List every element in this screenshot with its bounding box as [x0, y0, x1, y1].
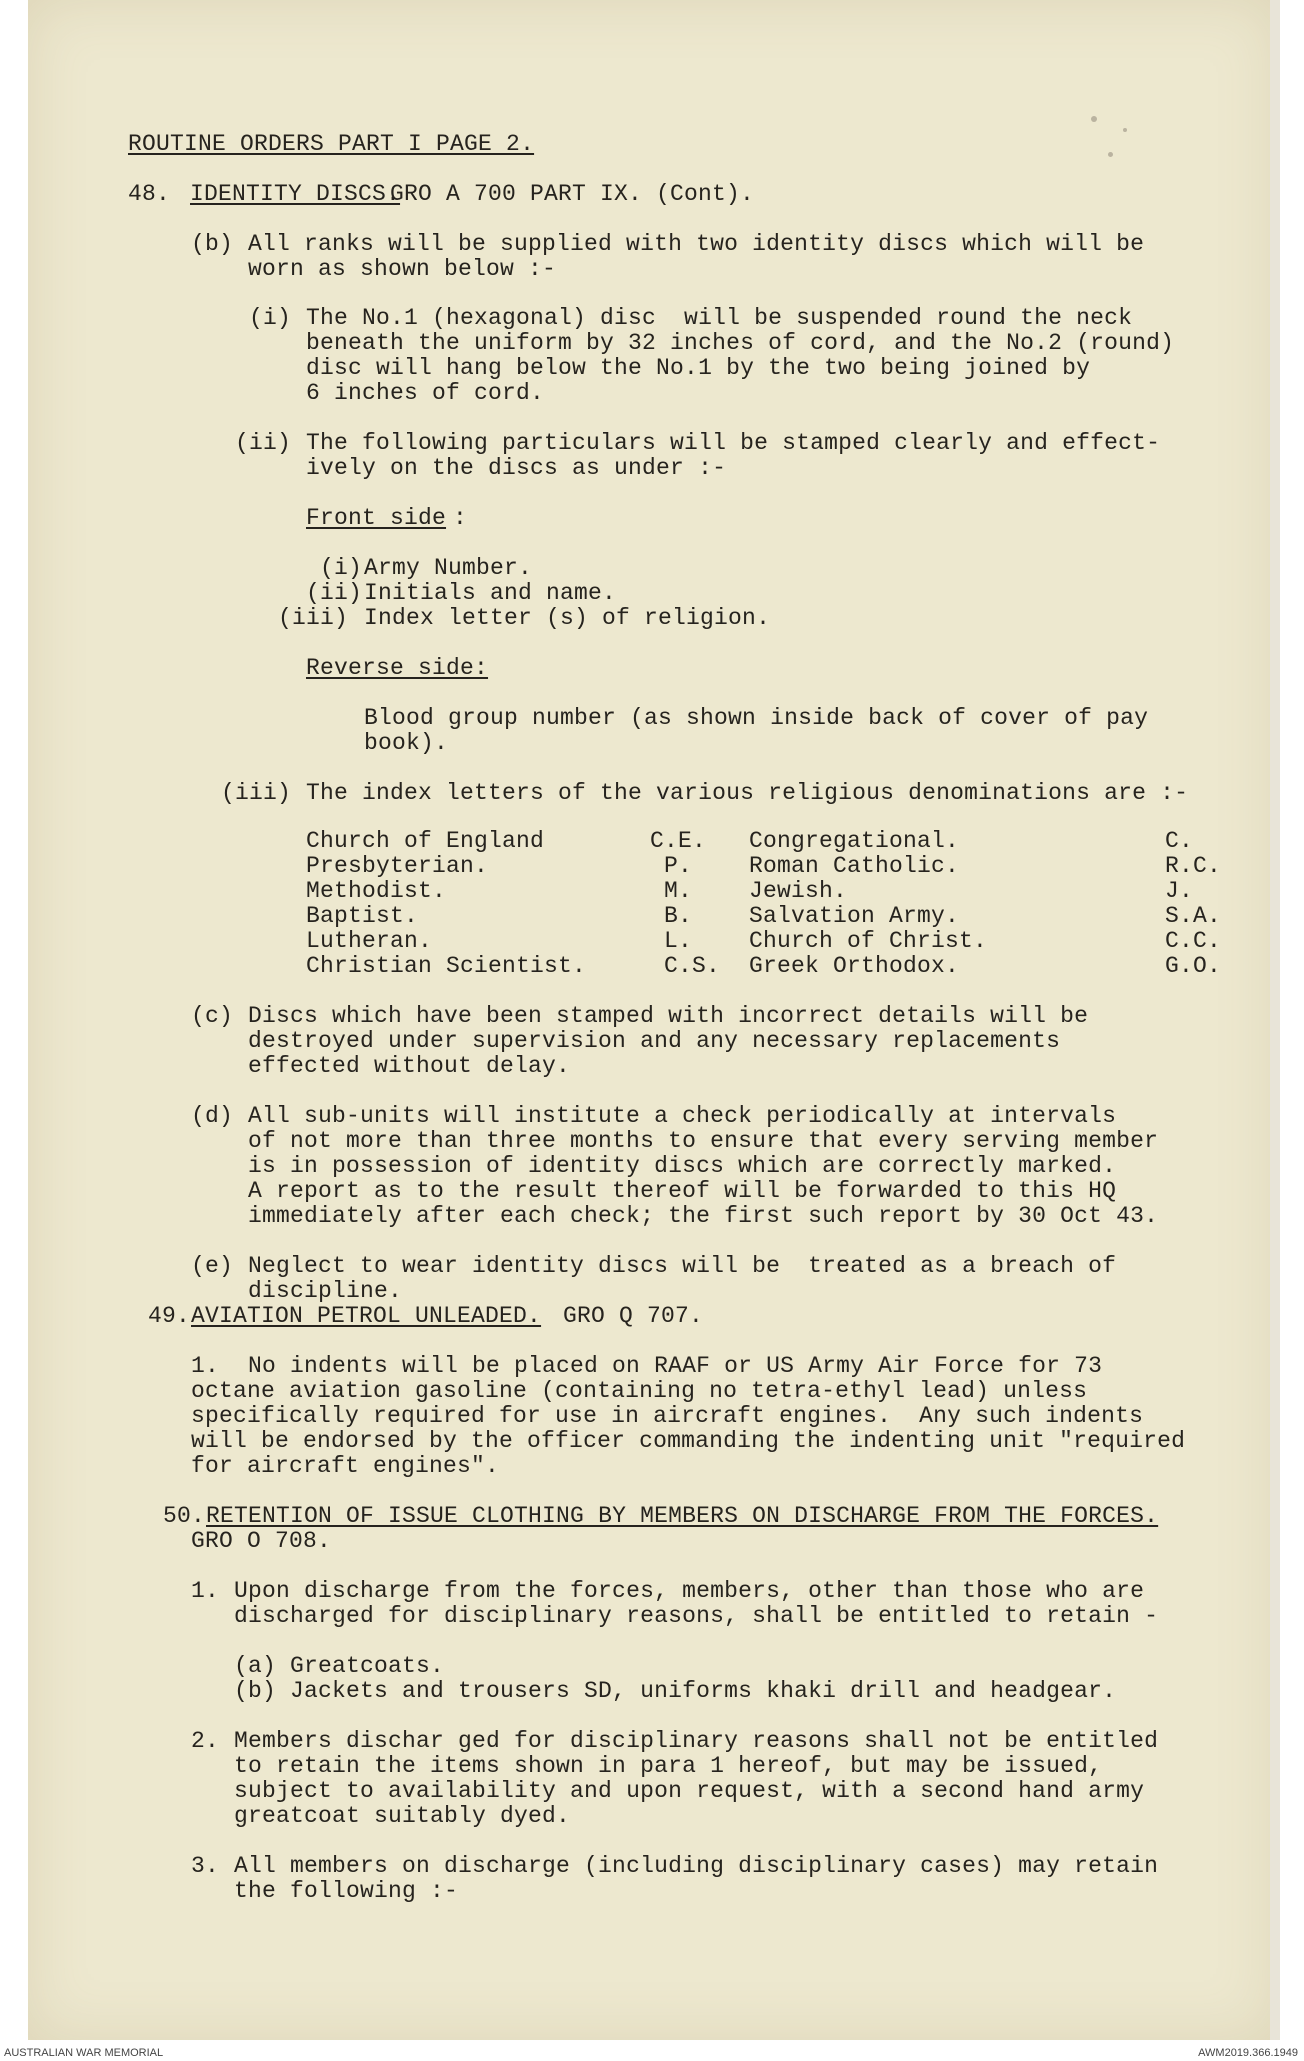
para-c-line: Discs which have been stamped with incorrect details will be: [248, 1003, 1089, 1029]
religion-name: Presbyterian.: [306, 853, 489, 879]
paper-speck: [1091, 116, 1097, 122]
para-d-line: immediately after each check; the first such report by 30 Oct 43.: [248, 1203, 1159, 1229]
para-b-line: worn as shown below :-: [248, 256, 557, 282]
section-50-p2-label: 2.: [191, 1728, 220, 1754]
religion-code: C.S.: [664, 953, 721, 979]
para-b-i-line: The No.1 (hexagonal) disc will be suspended round the neck: [306, 305, 1133, 331]
section-49-title: AVIATION PETROL UNLEADED.: [191, 1303, 542, 1329]
para-e-line: Neglect to wear identity discs will be treated as a breach of: [248, 1253, 1117, 1279]
section-49-para-mark: 1.: [191, 1353, 220, 1379]
paper-speck: [1108, 152, 1113, 157]
page-header: ROUTINE ORDERS PART I PAGE 2.: [128, 131, 535, 157]
front-side-heading: Front side: [306, 505, 447, 531]
front-item-num: (i): [320, 555, 363, 581]
reverse-side-line: book).: [364, 730, 449, 756]
religion-name: Salvation Army.: [749, 903, 960, 929]
section-50-p2-line: greatcoat suitably dyed.: [234, 1803, 571, 1829]
footer-accession-number: AWM2019.366.1949: [1198, 2047, 1298, 2059]
religion-code: S.A.: [1165, 903, 1222, 929]
para-c-line: destroyed under supervision and any necessary replacements: [248, 1028, 1061, 1054]
religion-code: C.: [1165, 828, 1194, 854]
sheet-edge: [1270, 0, 1280, 2040]
section-50-p1-item: (a) Greatcoats.: [234, 1653, 445, 1679]
front-item-text: Initials and name.: [364, 580, 617, 606]
para-b-i-line: disc will hang below the No.1 by the two being joined by: [306, 355, 1091, 381]
religion-name: Church of Christ.: [749, 928, 988, 954]
religion-name: Methodist.: [306, 878, 447, 904]
religion-code: L.: [664, 928, 693, 954]
para-d-line: All sub-units will institute a check periodically at intervals: [248, 1103, 1117, 1129]
para-b-line: All ranks will be supplied with two identity discs which will be: [248, 231, 1145, 257]
section-49-line: specifically required for use in aircraft engines. Any such indents: [191, 1403, 1144, 1429]
religion-name: Christian Scientist.: [306, 953, 587, 979]
religion-code: C.E.: [650, 828, 707, 854]
para-b-i-label: (i): [249, 305, 292, 331]
section-49-line: octane aviation gasoline (containing no tetra-ethyl lead) unless: [191, 1378, 1088, 1404]
section-50-p1-item: (b) Jackets and trousers SD, uniforms khaki drill and headgear.: [234, 1678, 1117, 1704]
para-b-iii-text: The index letters of the various religious denominations are :-: [306, 780, 1189, 806]
para-d-line: is in possession of identity discs which are correctly marked.: [248, 1153, 1117, 1179]
para-e-line: discipline.: [248, 1278, 403, 1304]
para-b-ii-line: ively on the discs as under :-: [306, 455, 727, 481]
religion-code: M.: [664, 878, 693, 904]
section-50-ref: GRO O 708.: [191, 1528, 332, 1554]
section-50-p3-line: All members on discharge (including disciplinary cases) may retain: [234, 1853, 1159, 1879]
section-48-number: 48.: [128, 181, 171, 207]
section-50-p2-line: to retain the items shown in para 1 hereof, but may be issued,: [234, 1753, 1103, 1779]
religion-name: Jewish.: [749, 878, 848, 904]
paper-speck: [1123, 128, 1127, 132]
section-50-p1-line: Upon discharge from the forces, members, other than those who are: [234, 1578, 1145, 1604]
para-b-label: (b): [191, 231, 234, 257]
para-c-line: effected without delay.: [248, 1053, 571, 1079]
religion-name: Lutheran.: [306, 928, 433, 954]
section-50-p2-line: Members dischar ged for disciplinary reasons shall not be entitled: [234, 1728, 1159, 1754]
para-c-label: (c): [191, 1003, 234, 1029]
front-item-num: (ii): [306, 580, 363, 606]
para-b-ii-label: (ii): [235, 430, 292, 456]
section-49-number: 49.: [148, 1303, 191, 1329]
religion-code: B.: [664, 903, 693, 929]
religion-code: J.: [1165, 878, 1194, 904]
religion-code: G.O.: [1165, 953, 1222, 979]
para-b-i-line: 6 inches of cord.: [306, 380, 545, 406]
section-50-number: 50.: [163, 1503, 206, 1529]
religion-name: Congregational.: [749, 828, 960, 854]
section-49-line: No indents will be placed on RAAF or US Army Air Force for 73: [248, 1353, 1103, 1379]
front-item-num: (iii): [278, 605, 349, 631]
reverse-side-heading: Reverse side:: [306, 655, 489, 681]
religion-name: Church of England: [306, 828, 545, 854]
front-side-colon: :: [453, 505, 468, 531]
section-50-p1-label: 1.: [191, 1578, 220, 1604]
religion-name: Greek Orthodox.: [749, 953, 960, 979]
para-d-line: of not more than three months to ensure that every serving member: [248, 1128, 1159, 1154]
section-50-p2-line: subject to availability and upon request, with a second hand army: [234, 1778, 1145, 1804]
religion-name: Roman Catholic.: [749, 853, 960, 879]
para-d-label: (d): [191, 1103, 234, 1129]
section-48-title: IDENTITY DISCS.: [190, 181, 401, 207]
religion-name: Baptist.: [306, 903, 419, 929]
section-49-line: will be endorsed by the officer commanding the indenting unit "required: [191, 1428, 1186, 1454]
para-b-ii-line: The following particulars will be stamped clearly and effect-: [306, 430, 1161, 456]
section-50-p1-line: discharged for disciplinary reasons, shall be entitled to retain -: [234, 1603, 1159, 1629]
footer: [0, 2046, 1304, 2061]
para-b-iii-label: (iii): [221, 780, 292, 806]
section-50-p3-label: 3.: [191, 1853, 220, 1879]
religion-code: R.C.: [1165, 853, 1222, 879]
para-b-i-line: beneath the uniform by 32 inches of cord, and the No.2 (round): [306, 330, 1175, 356]
footer-credit: AUSTRALIAN WAR MEMORIAL: [4, 2047, 164, 2059]
section-49-line: for aircraft engines".: [191, 1453, 500, 1479]
front-item-text: Index letter (s) of religion.: [364, 605, 771, 631]
section-50-p3-line: the following :-: [234, 1878, 459, 1904]
para-d-line: A report as to the result thereof will be forwarded to this HQ: [248, 1178, 1117, 1204]
para-e-label: (e): [191, 1253, 234, 1279]
religion-code: P.: [664, 853, 693, 879]
front-item-text: Army Number.: [364, 555, 533, 581]
section-50-title: RETENTION OF ISSUE CLOTHING BY MEMBERS ON DISCHARGE FROM THE FORCES.: [206, 1503, 1159, 1529]
paper-sheet: [28, 0, 1276, 2040]
section-48-ref: GRO A 700 PART IX. (Cont).: [390, 181, 755, 207]
religion-code: C.C.: [1165, 928, 1222, 954]
reverse-side-line: Blood group number (as shown inside back of cover of pay: [364, 705, 1149, 731]
section-49-ref: GRO Q 707.: [563, 1303, 704, 1329]
